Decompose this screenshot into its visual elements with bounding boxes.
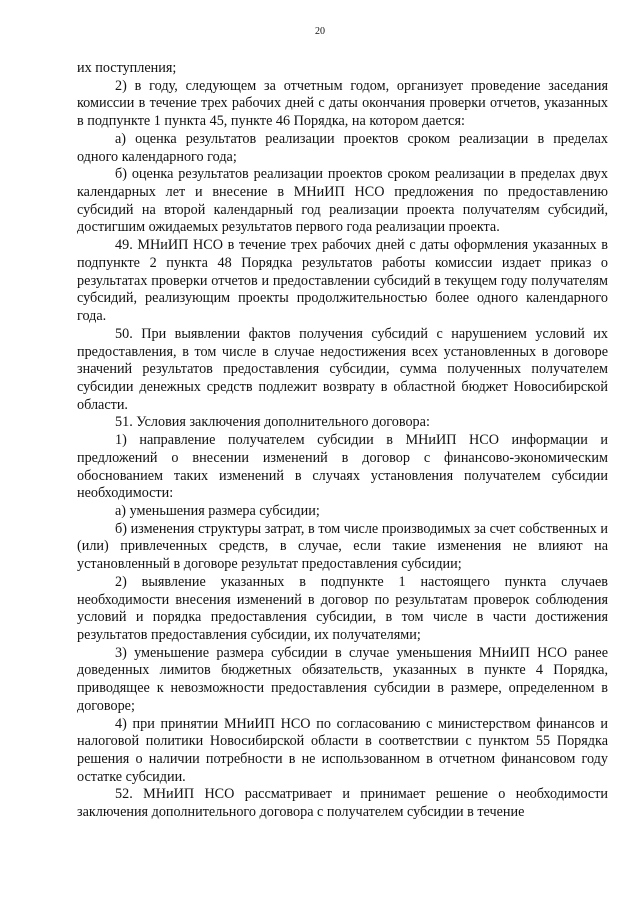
paragraph-51-3: 3) уменьшение размера субсидии в случае уменьшения МНиИП НСО ранее доведенных лимитов бюджетных обязательств, указанных в пункте 4 Порядка, приводящее к невозможности предоставления субсидии в размере, определенном в договоре; [77,644,608,714]
document-text [77,60,608,822]
paragraph-continuation: их поступления; [77,60,177,76]
paragraph-51: 51. Условия заключения дополнительного договора: [115,414,430,431]
paragraph-48-2-a: а) оценка результатов реализации проектов сроком реализации в пределах одного календарного года; [77,130,608,165]
paragraph-48-2: 2) в году, следующем за отчетным годом, организует проведение заседания комиссии в течение трех рабочих дней с даты окончания проверки отчетов, указанных в подпункте 1 пункта 45, пункте 46 Порядка, на котором дается: [77,77,608,130]
paragraph-51-4: 4) при принятии МНиИП НСО по согласованию с министерством финансов и налоговой политики Новосибирской области в соответствии с пунктом 55 Порядка решения о наличии потребности в не использованном в отчетном финансовом году остатке субсидии. [77,715,608,785]
page-number: 20 [315,26,325,37]
paragraph-48-2-b: б) оценка результатов реализации проектов сроком реализации в пределах двух календарных лет и внесение в МНиИП НСО предложения по предоставлению субсидий на второй календарный год реализации проекта получателям субсидий, достигшим ожидаемых результатов первого года реализации проекта. [77,166,608,236]
paragraph-49: 49. МНиИП НСО в течение трех рабочих дней с даты оформления указанных в подпункте 2 пункта 48 Порядка результатов работы комиссии издает приказ о результатах проверки отчетов и предоставлении субсидий в текущем году получателям субсидий, реализующим проекты продолжительностью более одного календарного года. [77,237,608,325]
paragraph-52: 52. МНиИП НСО рассматривает и принимает решение о необходимости заключения дополнительного договора с получателем субсидии в течение [77,786,608,821]
paragraph-51-1: 1) направление получателем субсидии в МНиИП НСО информации и предложений о внесении изменений в договор с финансово-экономическим обоснованием таких изменений в случаях установления получателем субсидии необходимости: [77,432,608,502]
paragraph-51-1-b: б) изменения структуры затрат, в том числе производимых за счет собственных и (или) привлеченных средств, в случае, если такие изменения не влияют на установленный в договоре результат предоставления субсидии; [77,520,608,573]
paragraph-51-2: 2) выявление указанных в подпункте 1 настоящего пункта случаев необходимости внесения изменений в договор по результатам проверок соблюдения условий и порядка предоставления субсидии, в том числе в части достижения результатов предоставления субсидии, их получателями; [77,573,608,643]
paragraph-51-1-a: а) уменьшения размера субсидии; [115,502,320,519]
paragraph-50: 50. При выявлении фактов получения субсидий с нарушением условий их предоставления, в том числе в случае недостижения всех установленных в договоре значений результатов предоставления субсидии, сумма полученных получателем субсидии денежных средств подлежит возврату в областной бюджет Новосибирской области. [77,325,608,413]
